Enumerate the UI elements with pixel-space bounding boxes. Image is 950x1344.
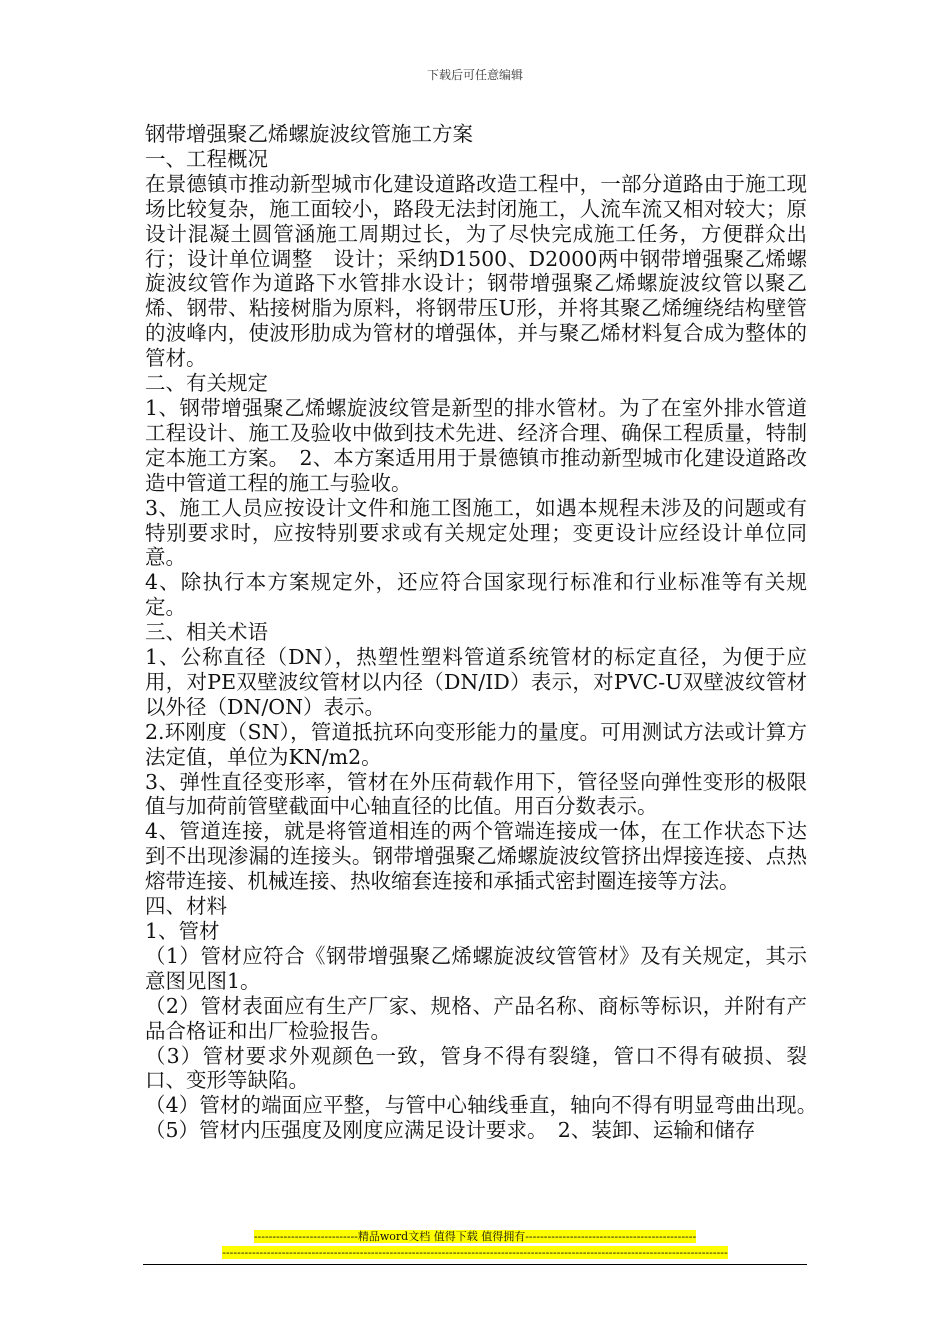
paragraph: 2.环刚度（SN），管道抵抗环向变形能力的量度。可用测试方法或计算方法定值，单位为KN/m2。 <box>145 719 807 769</box>
paragraph: 4、除执行本方案规定外，还应符合国家现行标准和行业标准等有关规定。 <box>145 570 807 620</box>
section-heading: 三、相关术语 <box>145 620 268 645</box>
paragraph: 1、公称直径（DN），热塑性塑料管道系统管材的标定直径，为便于应用，对PE双壁波纹管材以内径（DN/ID）表示，对PVC-U双壁波纹管材以外径（DN/ON）表示。 <box>145 645 807 719</box>
section-heading: 一、工程概况 <box>145 146 268 171</box>
section-heading: 二、有关规定 <box>145 371 268 396</box>
paragraph: 1、钢带增强聚乙烯螺旋波纹管是新型的排水管材。为了在室外排水管道工程设计、施工及验收中做到技术先进、经济合理、确保工程质量，特制定本施工方案。 2、本方案适用用于景德镇市推动新型城市化建设道路改造中管道工程的施工与验收。 <box>145 395 807 495</box>
paragraph: 在景德镇市推动新型城市化建设道路改造工程中，一部分道路由于施工现场比较复杂，施工面较小，路段无法封闭施工，人流车流又相对较大；原设计混凝土圆管涵施工周期过长，为了尽快完成施工任务，方便群众出行；设计单位调整 设计；采纳D1500、D2000两中钢带增强聚乙烯螺旋波纹管作为道路下水管排水设计；钢带增强聚乙烯螺旋波纹管以聚乙烯、钢带、粘接树脂为原料，将钢带压U形，并将其聚乙烯缠绕结构壁管的波峰内，使波形肋成为管材的增强体，并与聚乙烯材料复合成为整体的管材。 <box>145 171 807 371</box>
paragraph: （3）管材要求外观颜色一致，管身不得有裂缝，管口不得有破损、裂口、变形等缺陷。 <box>145 1043 807 1093</box>
paragraph: （2）管材表面应有生产厂家、规格、产品名称、商标等标识，并附有产品合格证和出厂检验报告。 <box>145 993 807 1043</box>
section-heading: 四、材料 <box>145 894 227 919</box>
footer-dashes-text: ---------------------------------------------------------------------------------------------------------------------------------------- <box>222 1246 728 1259</box>
footer-banner-text: ----------------------------精品word文档 值得下载 值得拥有---------------------------------------------- <box>253 1230 697 1243</box>
paragraph: 3、施工人员应按设计文件和施工图施工，如遇本规程未涉及的问题或有特别要求时，应按特别要求或有关规定处理；变更设计应经设计单位同意。 <box>145 495 807 570</box>
paragraph: （1）管材应符合《钢带增强聚乙烯螺旋波纹管管材》及有关规定，其示意图见图1。 <box>145 943 807 993</box>
footer-banner <box>143 1229 807 1245</box>
document-title: 钢带增强聚乙烯螺旋波纹管施工方案 <box>145 122 473 146</box>
paragraph: 4、管道连接，就是将管道相连的两个管端连接成一体，在工作状态下达到不出现渗漏的连接头。钢带增强聚乙烯螺旋波纹管挤出焊接连接、点热熔带连接、机械连接、热收缩套连接和承插式密封圈连接等方法。 <box>145 819 807 894</box>
paragraph: 3、弹性直径变形率，管材在外压荷载作用下，管径竖向弹性变形的极限值与加荷前管壁截面中心轴直径的比值。用百分数表示。 <box>145 769 807 819</box>
footer-rule <box>143 1264 807 1265</box>
sub-heading: 1、管材 <box>145 919 220 943</box>
document-body <box>145 122 828 1143</box>
page-header: 下载后可任意编辑 <box>426 68 523 82</box>
paragraph: （4）管材的端面应平整，与管中心轴线垂直，轴向不得有明显弯曲出现。 （5）管材内压强度及刚度应满足设计要求。 2、装卸、运输和储存 <box>145 1093 828 1143</box>
footer-dashes <box>143 1245 807 1261</box>
